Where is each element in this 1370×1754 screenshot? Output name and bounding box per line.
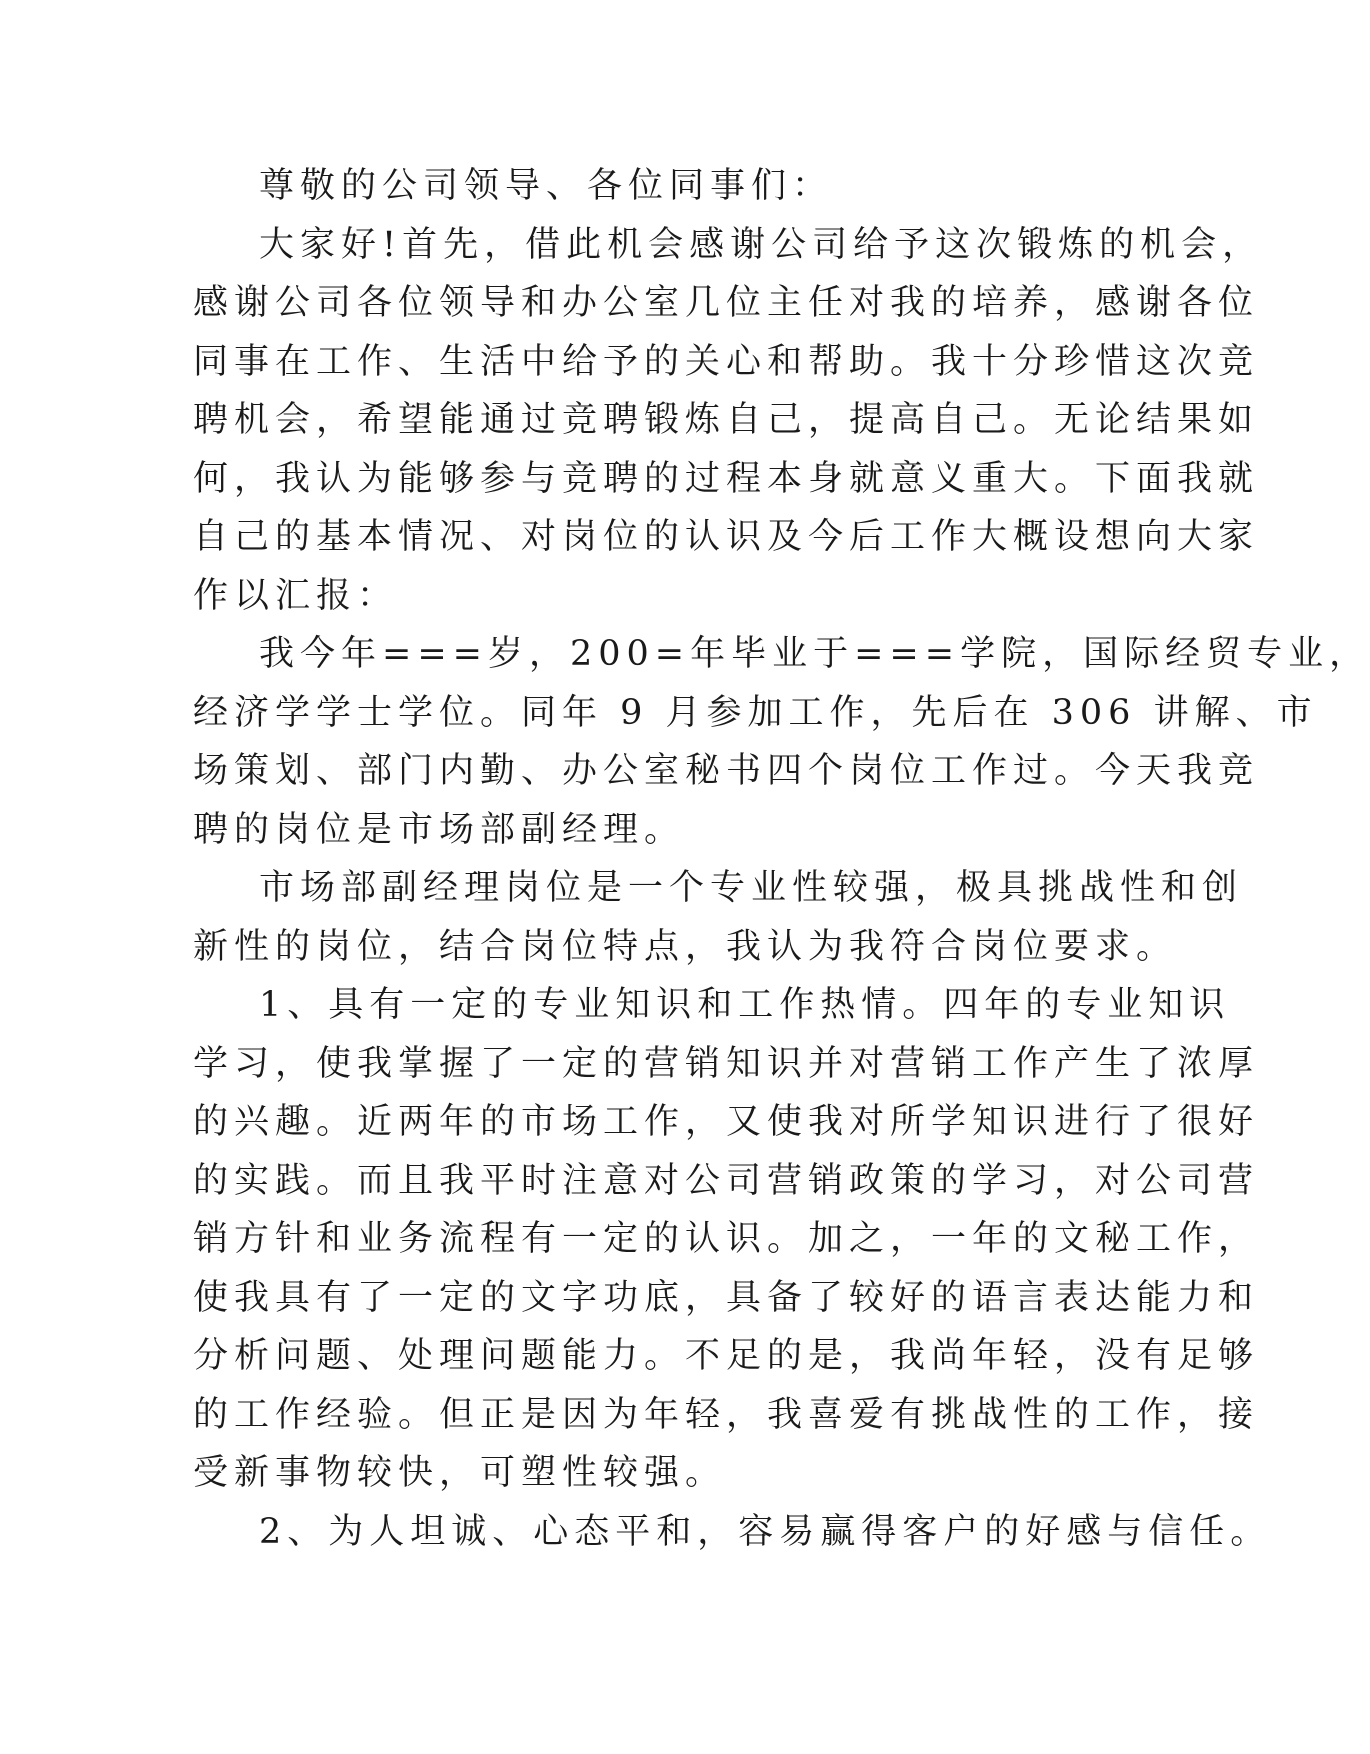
text-line: 聘机会，希望能通过竞聘锻炼自己，提高自己。无论结果如 — [193, 400, 1260, 440]
text-line: 何，我认为能够参与竞聘的过程本身就意义重大。下面我就 — [193, 458, 1260, 499]
text-line: 分析问题、处理问题能力。不足的是，我尚年轻，没有足够 — [193, 1336, 1260, 1376]
text-line: 尊敬的公司领导、各位同事们： — [259, 166, 834, 206]
text-line: 场策划、部门内勤、办公室秘书四个岗位工作过。今天我竞 — [193, 751, 1260, 791]
text-line: 大家好!首先，借此机会感谢公司给予这次锻炼的机会， — [259, 224, 1264, 265]
text-line: 市场部副经理岗位是一个专业性较强，极具挑战性和创 — [259, 868, 1244, 908]
text-line: 1、具有一定的专业知识和工作热情。四年的专业知识 — [259, 985, 1231, 1025]
text-line: 受新事物较快，可塑性较强。 — [193, 1453, 727, 1493]
text-line: 同事在工作、生活中给予的关心和帮助。我十分珍惜这次竞 — [193, 341, 1260, 382]
text-line: 经济学学士学位。同年 9 月参加工作，先后在 306 讲解、市 — [193, 692, 1318, 733]
text-line: 销方针和业务流程有一定的认识。加之，一年的文秘工作， — [193, 1219, 1260, 1259]
text-line: 学习，使我掌握了一定的营销知识并对营销工作产生了浓厚 — [193, 1043, 1260, 1084]
text-line: 我今年===岁，200=年毕业于===学院，国际经贸专业， — [259, 634, 1370, 674]
text-line: 的工作经验。但正是因为年轻，我喜爱有挑战性的工作，接 — [193, 1394, 1260, 1435]
text-line: 聘的岗位是市场部副经理。 — [193, 809, 686, 850]
text-line: 自己的基本情况、对岗位的认识及今后工作大概设想向大家 — [193, 517, 1260, 557]
text-line: 感谢公司各位领导和办公室几位主任对我的培养，感谢各位 — [193, 283, 1260, 323]
text-line: 新性的岗位，结合岗位特点，我认为我符合岗位要求。 — [193, 926, 1178, 967]
text-line: 作以汇报： — [193, 575, 399, 616]
text-line: 的实践。而且我平时注意对公司营销政策的学习，对公司营 — [193, 1160, 1260, 1201]
text-line: 使我具有了一定的文字功底，具备了较好的语言表达能力和 — [193, 1277, 1260, 1318]
text-line: 2、为人坦诚、心态平和，容易赢得客户的好感与信任。 — [259, 1511, 1272, 1552]
text-line: 的兴趣。近两年的市场工作，又使我对所学知识进行了很好 — [193, 1102, 1260, 1142]
document-body — [193, 157, 1370, 1561]
